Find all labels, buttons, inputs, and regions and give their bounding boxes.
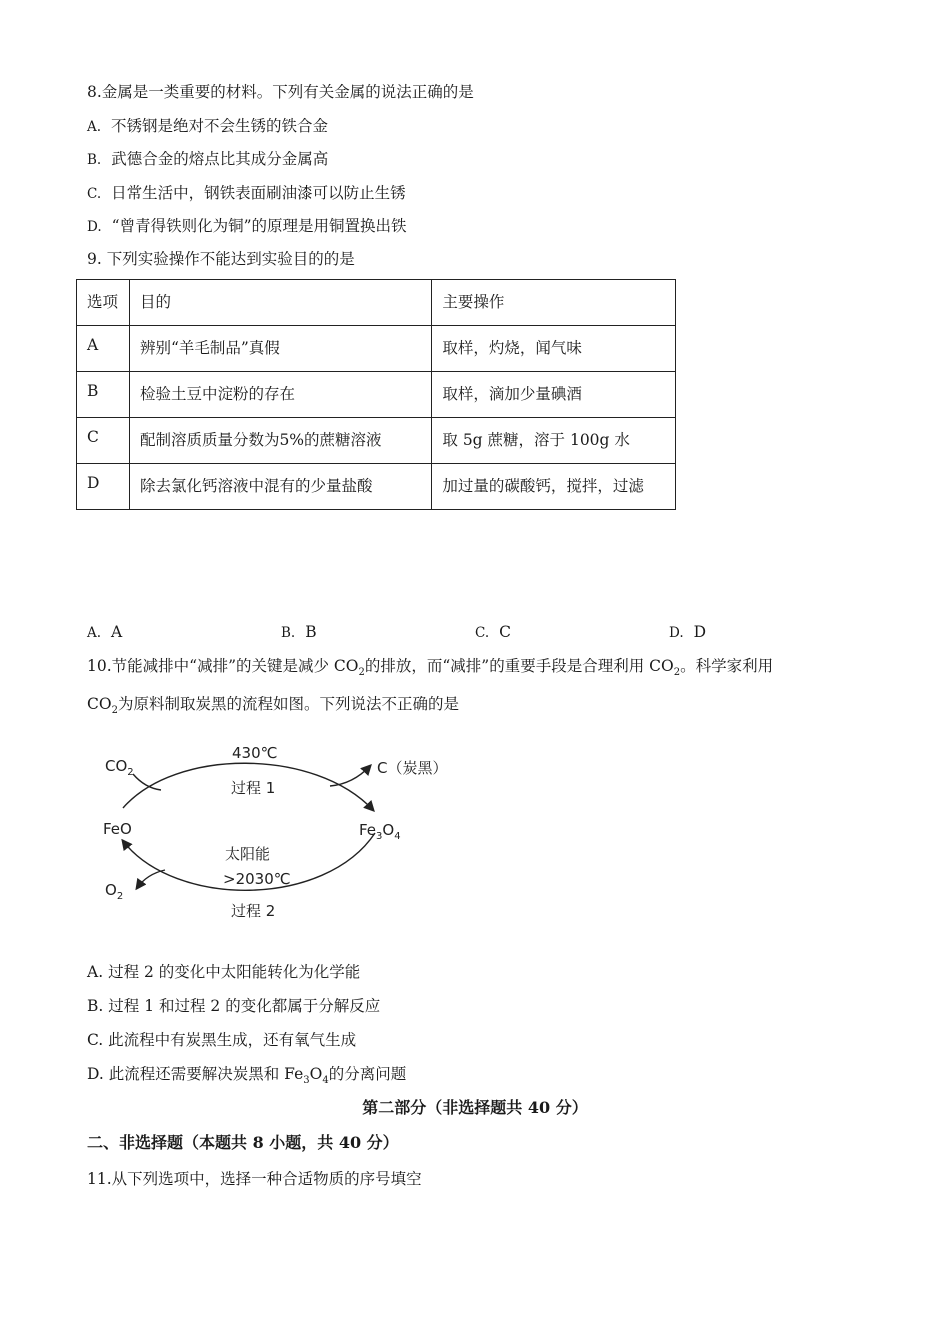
co2-label: $CO_2$ [105, 757, 134, 778]
solar-energy-label: 太阳能 [225, 845, 271, 863]
q10-stem-line1: 10.节能减排中“减排”的关键是减少 $CO_2$的排放，而“减排”的重要手段是合理利用 $CO_2$。科学家利用 [87, 657, 774, 679]
table-header-row [77, 280, 676, 326]
q9-option-a: A. A [87, 623, 123, 641]
part2-title: 第二部分（非选择题共 40 分） [362, 1098, 588, 1117]
table-cell: D [77, 464, 130, 510]
q10-option-d: D. 此流程还需要解决炭黑和 $Fe_3O_4$的分离问题 [87, 1065, 407, 1087]
q9-option-d: D. D [669, 623, 707, 641]
q9-option-b: B. B [281, 623, 317, 641]
temp-2030-label: >2030℃ [223, 870, 291, 888]
temp-430-label: 430℃ [232, 744, 278, 762]
process1-label: 过程 1 [231, 779, 276, 797]
table-cell: 加过量的碳酸钙，搅拌，过滤 [432, 464, 676, 510]
q10-option-c: C. 此流程中有炭黑生成，还有氧气生成 [87, 1031, 357, 1049]
co2-to-carbon-flow-diagram [95, 738, 475, 928]
table-cell: A [77, 326, 130, 372]
table-cell: C [77, 418, 130, 464]
q10-stem-line2: $CO_2$为原料制取炭黑的流程如图。下列说法不正确的是 [87, 695, 459, 717]
q10-option-b: B. 过程 1 和过程 2 的变化都属于分解反应 [87, 997, 381, 1015]
table-cell: B [77, 372, 130, 418]
q9-table [76, 279, 676, 510]
process2-label: 过程 2 [231, 902, 276, 920]
carbon-black-label: C（炭黑） [377, 759, 448, 777]
q8-option-d: D. “曾青得铁则化为铜”的原理是用铜置换出铁 [87, 217, 407, 235]
table-cell: 取样，滴加少量碘酒 [432, 372, 676, 418]
o2-output-arrow [137, 870, 165, 888]
table-row [77, 326, 676, 372]
q8-option-a: A. 不锈钢是绝对不会生锈的铁合金 [87, 117, 329, 135]
table-header-cell: 选项 [77, 280, 130, 326]
q8-option-c: C. 日常生活中，钢铁表面刷油漆可以防止生锈 [87, 184, 406, 202]
q8-stem: 8.金属是一类重要的材料。下列有关金属的说法正确的是 [87, 83, 474, 101]
fe3o4-label: $Fe_3O_4$ [359, 821, 401, 842]
q9-option-c: C. C [475, 623, 512, 641]
table-cell: 辨别“羊毛制品”真假 [129, 326, 431, 372]
table-header-cell: 主要操作 [432, 280, 676, 326]
table-cell: 取样，灼烧，闻气味 [432, 326, 676, 372]
table-row [77, 418, 676, 464]
q10-option-a: A. 过程 2 的变化中太阳能转化为化学能 [87, 963, 361, 981]
table-cell: 取 5g 蔗糖，溶于 100g 水 [432, 418, 676, 464]
q8-option-b: B. 武德合金的熔点比其成分金属高 [87, 150, 329, 168]
o2-label: $O_2$ [105, 881, 124, 902]
q9-stem: 9. 下列实验操作不能达到实验目的的是 [87, 250, 355, 268]
table-cell: 除去氯化钙溶液中混有的少量盐酸 [129, 464, 431, 510]
section-heading: 二、非选择题（本题共 8 小题，共 40 分） [87, 1133, 399, 1152]
q11-stem: 11.从下列选项中，选择一种合适物质的序号填空 [87, 1170, 422, 1188]
table-header-cell: 目的 [129, 280, 431, 326]
table-cell: 检验土豆中淀粉的存在 [129, 372, 431, 418]
table-row [77, 464, 676, 510]
table-row [77, 372, 676, 418]
feo-label: FeO [103, 820, 132, 838]
table-cell: 配制溶质质量分数为5%的蔗糖溶液 [129, 418, 431, 464]
